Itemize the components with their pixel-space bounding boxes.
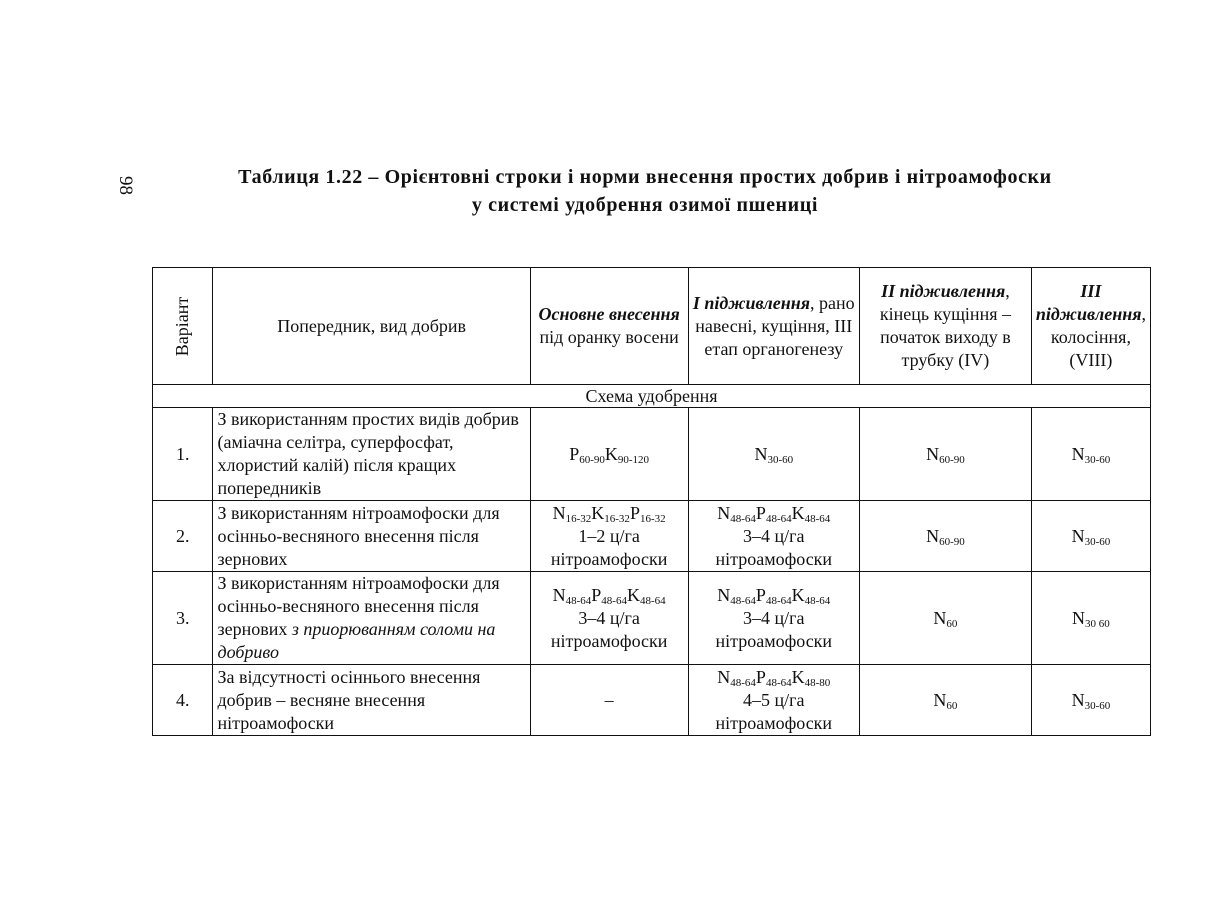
row-basic: $N_{48-64}P_{48-64}K_{48-64}$ 3–4 ц/га нітроамофоски xyxy=(530,572,688,665)
table-row xyxy=(153,665,1151,736)
header-basic xyxy=(530,268,688,385)
table-row xyxy=(153,572,1151,665)
row-first-feeding: $N_{48-64}P_{48-64}K_{48-64}$ 3–4 ц/га нітроамофоски xyxy=(688,501,859,572)
header-second-feeding xyxy=(860,268,1032,385)
row-description: З використанням нітроамофоски для осінньо-весняного внесення після зернових з приорюванням соломи на добриво xyxy=(213,572,530,665)
table-body xyxy=(153,408,1151,736)
table-row xyxy=(153,501,1151,572)
row-third-feeding: $N_{30-60}$ xyxy=(1031,408,1150,501)
row-second-feeding: $N_{60}$ xyxy=(860,665,1032,736)
section-row xyxy=(153,385,1151,408)
row-basic: – xyxy=(530,665,688,736)
row-number: 3. xyxy=(153,572,213,665)
row-third-feeding: $N_{30 60}$ xyxy=(1031,572,1150,665)
row-description: З використанням простих видів добрив (аміачна селітра, суперфосфат, хлористий калій) після кращих попередників xyxy=(213,408,530,501)
row-third-feeding: $N_{30-60}$ xyxy=(1031,665,1150,736)
header-variant: Варіант xyxy=(153,268,213,385)
header-row xyxy=(153,268,1151,385)
header-basic-bold: Основне внесення xyxy=(538,304,680,324)
fertilizer-table xyxy=(152,267,1151,736)
row-first-feeding: $N_{30-60}$ xyxy=(688,408,859,501)
row-number: 2. xyxy=(153,501,213,572)
row-number: 4. xyxy=(153,665,213,736)
header-second-bold: ІІ підживлення xyxy=(881,281,1006,301)
row-first-feeding: $N_{48-64}P_{48-64}K_{48-64}$ 3–4 ц/га нітроамофоски xyxy=(688,572,859,665)
row-first-feeding: $N_{48-64}P_{48-64}K_{48-80}$ 4–5 ц/га нітроамофоски xyxy=(688,665,859,736)
table-title xyxy=(160,163,1130,219)
header-predecessor: Попередник, вид добрив xyxy=(213,268,530,385)
header-first-rest: , рано навесні, кущіння, ІІІ етап органогенезу xyxy=(695,292,855,359)
title-line-2: у системі удобрення озимої пшениці xyxy=(471,194,819,216)
title-line-1: Таблиця 1.22 – Орієнтовні строки і норми внесення простих добрив і нітроамофоски xyxy=(238,166,1052,188)
row-second-feeding: $N_{60}$ xyxy=(860,572,1032,665)
row-basic: $N_{16-32}K_{16-32}P_{16-32}$ 1–2 ц/га нітроамофоски xyxy=(530,501,688,572)
header-second-rest: , кінець кущіння – початок виходу в трубку (IV) xyxy=(879,281,1011,370)
row-number: 1. xyxy=(153,408,213,501)
header-third-feeding xyxy=(1031,268,1150,385)
row-third-feeding: $N_{30-60}$ xyxy=(1031,501,1150,572)
header-first-bold: І підживлення xyxy=(692,292,811,313)
row-basic: $P_{60-90}K_{90-120}$ xyxy=(530,408,688,501)
row-description: За відсутності осіннього внесення добрив – весняне внесення нітроамофоски xyxy=(213,665,530,736)
row-description: З використанням нітроамофоски для осінньо-весняного внесення після зернових xyxy=(213,501,530,572)
header-first-feeding xyxy=(688,268,859,385)
header-basic-rest: під оранку восени xyxy=(539,327,679,347)
table-row xyxy=(153,408,1151,501)
row-second-feeding: $N_{60-90}$ xyxy=(860,408,1032,501)
row-second-feeding: $N_{60-90}$ xyxy=(860,501,1032,572)
page-number: 98 xyxy=(115,176,136,195)
header-third-bold: ІІІ підживлення xyxy=(1035,281,1142,324)
section-label: Схема удобрення xyxy=(153,385,1151,408)
header-third-rest: , колосіння, (VIII) xyxy=(1050,304,1146,370)
